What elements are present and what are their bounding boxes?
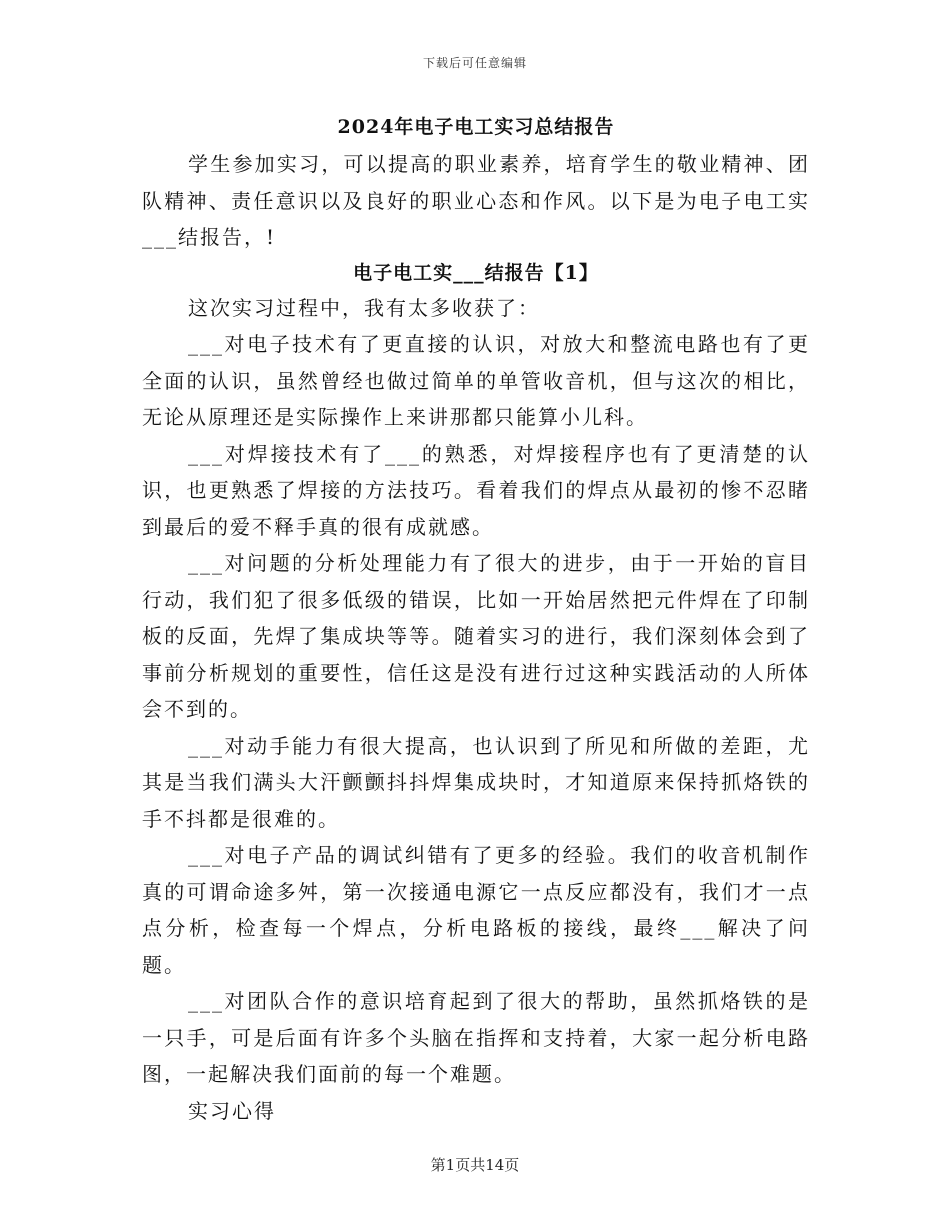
section-title: 电子电工实___结报告【1】 [353,261,599,284]
document-title: 2024年电子电工实习总结报告 [337,116,615,138]
paragraph: ___对问题的分析处理能力有了很大的进步，由于一开始的盲目行动，我们犯了很多低级的错误，比如一开始居然把元件焊在了印制板的反面，先焊了集成块等等。随着实习的进行，我们深刻体会到了事前分析规划的重要性，信任这是没有进行过这种实践活动的人所体会不到的。 [142,551,810,721]
paragraph: ___对电子产品的调试纠错有了更多的经验。我们的收音机制作真的可谓命途多舛，第一次接通电源它一点反应都没有，我们才一点点分析，检查每一个焊点，分析电路板的接线，最终___解决了问题。 [142,843,810,977]
paragraph: ___对焊接技术有了___的熟悉，对焊接程序也有了更清楚的认识，也更熟悉了焊接的方法技巧。看着我们的焊点从最初的惨不忍睹到最后的爱不释手真的很有成就感。 [142,441,810,539]
paragraph: 实习心得 [188,1098,276,1123]
paragraph: ___对电子技术有了更直接的认识，对放大和整流电路也有了更全面的认识，虽然曾经也做过简单的单管收音机，但与这次的相比，无论从原理还是实际操作上来讲那都只能算小儿科。 [142,332,810,429]
paragraph: 这次实习过程中，我有太多收获了： [188,295,540,320]
page-footer: 第1页共14页 [430,1156,520,1174]
header-note: 下载后可任意编辑 [422,56,527,70]
paragraph: ___对团队合作的意识培育起到了很大的帮助，虽然抓烙铁的是一只手，可是后面有许多个头脑在指挥和支持着，大家一起分析电路图，一起解决我们面前的每一个难题。 [142,989,810,1086]
document-body [142,112,810,1129]
paragraph: ___对动手能力有很大提高，也认识到了所见和所做的差距，尤其是当我们满头大汗颤颤抖抖焊集成块时，才知道原来保持抓烙铁的手不抖都是很难的。 [142,733,810,831]
intro-paragraph: 学生参加实习，可以提高的职业素养，培育学生的敬业精神、团队精神、责任意识以及良好的职业心态和作风。以下是为电子电工实___结报告，! [142,152,810,249]
